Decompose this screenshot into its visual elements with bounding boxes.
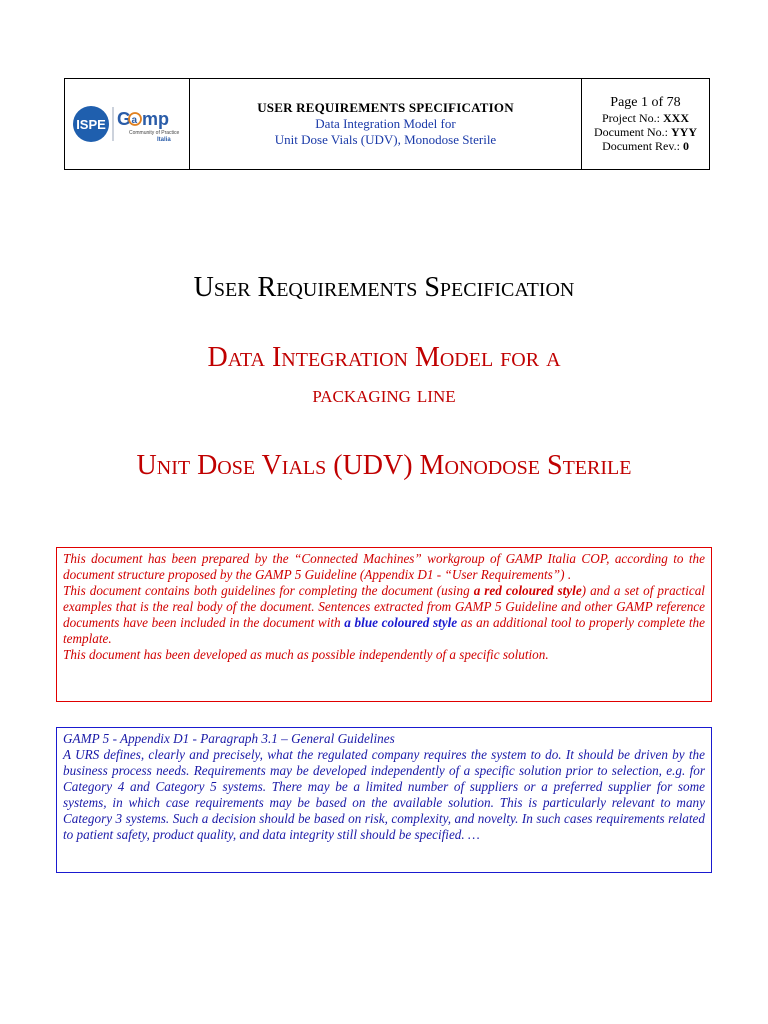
subtitle-line2: packaging line: [312, 382, 456, 408]
red-guideline-note: [56, 547, 712, 702]
header-doc-type: USER REQUIREMENTS SPECIFICATION: [257, 100, 514, 115]
header-meta-cell: [582, 79, 709, 169]
header-subtitle-line2: Unit Dose Vials (UDV), Monodose Sterile: [274, 132, 497, 147]
project-value: XXX: [663, 110, 689, 125]
red-note-paragraph-2: [63, 583, 705, 647]
svg-text:Community of Practice: Community of Practice: [129, 130, 180, 136]
subtitle-product: Unit Dose Vials (UDV) Monodose Sterile: [136, 450, 632, 481]
svg-text:G: G: [117, 109, 132, 129]
blue-note-body: A URS defines, clearly and precisely, what the regulated company requires the system to do. It should be driven by the business process needs. Requirements may be developed independently of a specific solution prior to selection, e.g. for Category 4 and Category 5 systems. There may be a limited number of suppliers or a preferred supplier for some systems, in which case requirements may be based on the available solution. This is particularly relevant to many Category 3 systems. Such a decision should be based on risk, complexity, and novelty. In such cases requirements related to patient safety, product quality, and data integrity still should be specified. …: [63, 747, 705, 842]
document-header-table: [64, 78, 710, 170]
red-style-emphasis: a red coloured style: [473, 583, 582, 598]
document-revision-label: Document Rev.:: [602, 138, 680, 153]
svg-text:a: a: [131, 115, 138, 126]
blue-gamp-quote: [56, 727, 712, 873]
document-revision: [602, 139, 689, 153]
red-note-text: as an additional tool to properly complete the template.: [63, 615, 705, 646]
blue-note-heading: GAMP 5 - Appendix D1 - Paragraph 3.1 – General Guidelines: [63, 731, 395, 746]
svg-text:ISPE: ISPE: [76, 117, 106, 132]
document-number-value: YYY: [671, 124, 697, 139]
page-number: Page 1 of 78: [610, 94, 681, 110]
document-number: [594, 125, 697, 139]
red-note-text: This document contains both guidelines for completing the document (using: [63, 583, 474, 598]
red-note-text: ) and a set of practical examples that is the real body of the document. Sentences extracted from GAMP 5 Guideline and other GAMP reference documents have been included in the document with: [63, 583, 705, 630]
subtitle-line1: Data Integration Model for a: [207, 342, 561, 373]
header-subtitle-line1: Data Integration Model for: [315, 116, 456, 131]
project-number: [602, 111, 689, 125]
red-note-paragraph-3: This document has been developed as much as possible independently of a specific solution.: [63, 647, 549, 662]
main-title: User Requirements Specification: [193, 272, 575, 303]
red-note-paragraph-1: This document has been prepared by the “Connected Machines” workgroup of GAMP Italia COP, according to the document structure proposed by the GAMP 5 Guideline (Appendix D1 - “User Requirements”) .: [63, 551, 705, 582]
document-revision-value: 0: [682, 138, 689, 153]
blue-style-emphasis: a blue coloured style: [344, 615, 458, 630]
document-number-label: Document No.:: [594, 124, 668, 139]
ispe-gamp-logo: [71, 101, 183, 147]
logo-cell: [65, 79, 190, 169]
svg-text:mp: mp: [142, 109, 169, 129]
svg-text:Italia: Italia: [157, 137, 171, 143]
header-title-cell: [190, 79, 582, 169]
project-label: Project No.:: [602, 110, 660, 125]
